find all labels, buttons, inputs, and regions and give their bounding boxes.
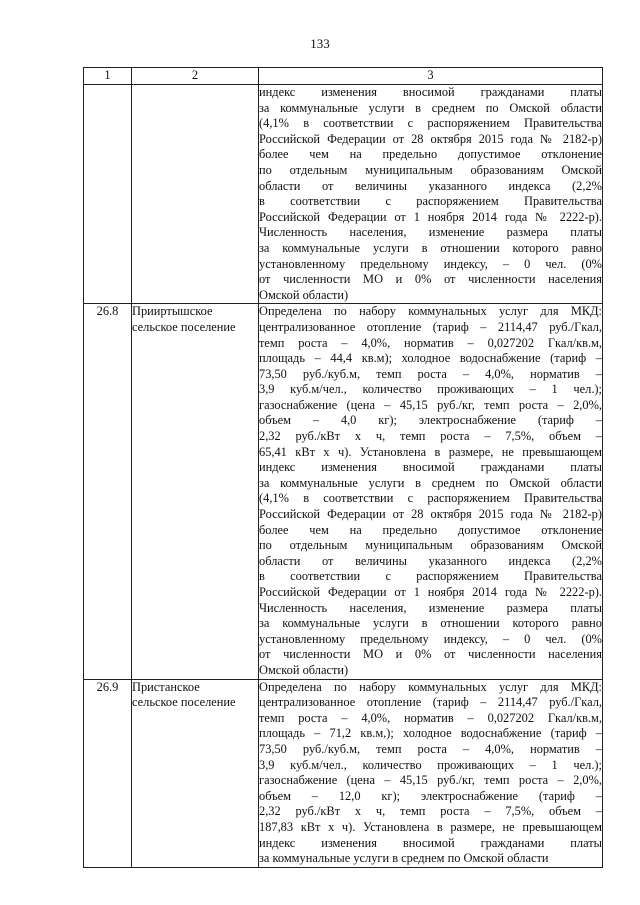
description-line: площадь – 44,4 кв.м); холодное водоснабжение (тариф – bbox=[259, 351, 602, 366]
description-line: Российской Федерации от 28 октября 2015 года № 2182-р) bbox=[259, 131, 602, 146]
table-row bbox=[84, 679, 603, 867]
column-header: 2 bbox=[132, 68, 259, 85]
description-line: газоснабжение (цена – 45,15 руб./кг, темп роста – 2,0%, bbox=[259, 773, 602, 788]
description-line: 65,41 кВт х ч). Установлена в размере, не превышающем bbox=[259, 444, 602, 459]
description-line: установленному предельному индексу, – 0 чел. (0% bbox=[259, 631, 602, 646]
description-line: более чем на предельно допустимое отклонение bbox=[259, 147, 602, 162]
settlement-name-line: сельское поселение bbox=[132, 695, 236, 710]
description-line: в соответствии с распоряжением Правительства bbox=[259, 194, 602, 209]
description-line: Российской Федерации от 1 ноября 2014 года № 2222-р). bbox=[259, 585, 602, 599]
table-header-row bbox=[84, 68, 603, 85]
description-line: Российской Федерации от 1 ноября 2014 года № 2222-р). bbox=[259, 209, 602, 224]
description-line: индекс изменения вносимой гражданами платы bbox=[259, 85, 602, 99]
description-cell bbox=[259, 85, 603, 304]
description-line: Омской области) bbox=[259, 287, 349, 302]
description-line: 187,83 кВт х ч). Установлена в размере, не превышающем bbox=[259, 819, 602, 834]
description-line: централизованное отопление (тариф – 2114,47 руб./Гкал, bbox=[259, 319, 602, 334]
column-header: 1 bbox=[84, 68, 132, 85]
row-number: 26.9 bbox=[84, 679, 132, 867]
description-line: (4,1% в соответствии с распоряжением Правительства bbox=[259, 116, 602, 131]
settlement-name bbox=[132, 679, 259, 867]
description-line: Численность населения, изменение размера платы bbox=[259, 600, 602, 615]
description-line: 73,50 руб./куб.м, темп роста – 4,0%, норматив – bbox=[259, 741, 602, 756]
description-line: более чем на предельно допустимое отклонение bbox=[259, 522, 602, 537]
description-cell bbox=[259, 679, 603, 867]
description-line: в соответствии с распоряжением Правительства bbox=[259, 569, 602, 584]
table-row bbox=[84, 304, 603, 679]
settlement-name-line: Прииртышское bbox=[132, 304, 213, 319]
description-line: объем – 12,0 кг); электроснабжение (тариф – bbox=[259, 788, 602, 803]
description-line: 73,50 руб./куб.м, темп роста – 4,0%, норматив – bbox=[259, 366, 602, 381]
description-line: области от величины указанного индекса (2,2% bbox=[259, 553, 602, 568]
description-line: за коммунальные услуги в среднем по Омской области bbox=[259, 100, 602, 115]
settlement-name-line: Пристанское bbox=[132, 679, 200, 694]
description-line: по отдельным муниципальным образованиям Омской bbox=[259, 538, 602, 553]
description-line: за коммунальные услуги в среднем по Омской области bbox=[259, 475, 602, 490]
description-line: 3,9 куб.м/чел., количество проживающих – 1 чел.); bbox=[259, 757, 602, 772]
description-line: темп роста – 4,0%, норматив – 0,027202 Гкал/кв.м, bbox=[259, 710, 602, 725]
description-line: централизованное отопление (тариф – 2114,47 руб./Гкал, bbox=[259, 695, 602, 710]
description-line: Определена по набору коммунальных услуг для МКД: bbox=[259, 304, 602, 319]
description-line: за коммунальные услуги в среднем по Омской области bbox=[259, 851, 549, 866]
table-row bbox=[84, 85, 603, 304]
description-line: индекс изменения вносимой гражданами платы bbox=[259, 460, 602, 475]
description-line: за коммунальные услуги в отношении которого равно bbox=[259, 240, 602, 255]
page-number: 133 bbox=[310, 36, 330, 51]
description-line: Омской области) bbox=[259, 662, 349, 677]
document-table bbox=[83, 67, 603, 868]
description-line: от численности МО и 0% от численности населения bbox=[259, 647, 602, 662]
settlement-name-line: сельское поселение bbox=[132, 319, 236, 334]
settlement-name bbox=[132, 85, 259, 304]
description-line: от численности МО и 0% от численности населения bbox=[259, 272, 602, 287]
description-line: Определена по набору коммунальных услуг для МКД: bbox=[259, 679, 602, 694]
settlement-name bbox=[132, 304, 259, 679]
description-line: темп роста – 4,0%, норматив – 0,027202 Гкал/кв.м, bbox=[259, 335, 602, 350]
description-line: индекс изменения вносимой гражданами платы bbox=[259, 835, 602, 850]
description-line: объем – 4,0 кг); электроснабжение (тариф – bbox=[259, 413, 602, 428]
row-number bbox=[84, 85, 132, 304]
description-line: установленному предельному индексу, – 0 чел. (0% bbox=[259, 256, 602, 271]
description-line: (4,1% в соответствии с распоряжением Правительства bbox=[259, 491, 602, 506]
description-line: Российской Федерации от 28 октября 2015 года № 2182-р) bbox=[259, 507, 602, 522]
description-line: 2,32 руб./кВт х ч, темп роста – 7,5%, объем – bbox=[259, 804, 602, 819]
row-number: 26.8 bbox=[84, 304, 132, 679]
description-line: площадь – 71,2 кв.м,); холодное водоснабжение (тариф – bbox=[259, 726, 602, 741]
description-cell bbox=[259, 304, 603, 679]
description-line: за коммунальные услуги в отношении которого равно bbox=[259, 616, 602, 631]
description-line: области от величины указанного индекса (2,2% bbox=[259, 178, 602, 193]
description-line: по отдельным муниципальным образованиям Омской bbox=[259, 162, 602, 177]
description-line: газоснабжение (цена – 45,15 руб./кг, темп роста – 2,0%, bbox=[259, 397, 602, 412]
description-line: Численность населения, изменение размера платы bbox=[259, 225, 602, 240]
description-line: 2,32 руб./кВт х ч, темп роста – 7,5%, объем – bbox=[259, 429, 602, 444]
description-line: 3,9 куб.м/чел., количество проживающих – 1 чел.); bbox=[259, 382, 602, 397]
column-header: 3 bbox=[259, 68, 603, 85]
